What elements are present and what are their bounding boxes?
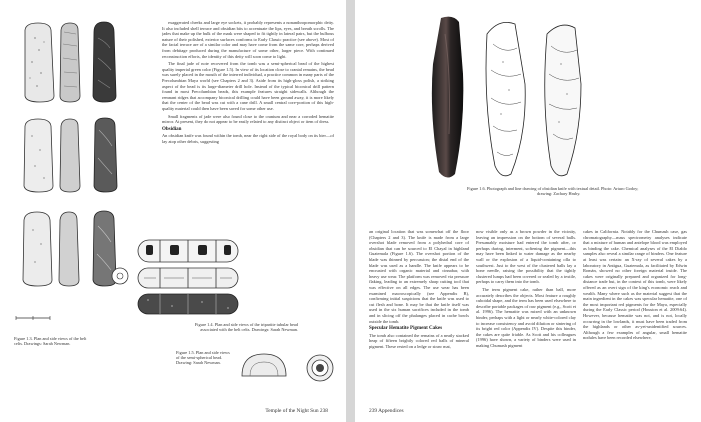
paragraph: The term pigment cake, rather than ball, more accurately describes the objects. Most feature a roughly cuboidal shape, and the term has been used elsewhere to describe portable packages of raw pigment (e.g., Scott et al. 1996). The hematite was mixed with an unknown binder, perhaps with a light or nearly white-colored clay to increase consistency and avoid dilution or sintering of its bright red color (Appendix IV). Despite this binder, the cakes are quite friable. As Scott and his colleagues (1996) have shown, a variety of binders were used in making Chumash pigment bbox=[476, 286, 576, 348]
paragraph: an original location that was somewhat off the floor (Chapters 2 and 3). The knife is made from a large overshot blade removed from a polyhedral core of obsidian that can be sourced to El Chayal in highland Guatemala (Figure 1.6). The overshot portion of the blade was thinned by percussion; the distal end of the blade was used as a handle. The knife appears to be encrusted with organic material and cinnabar, with heavy use wear. The platform was removed via pressure flaking, leading to an extremely sharp cutting tool that was effective on all edges. The use wear has been examined macroscopically (see Appendix B), confirming initial suspicions that the knife was used to cut flesh and bone. It may be that the knife itself was used in the six human sacrifices included in the tomb and in slicing off the phalanges placed in cache bowls outside the tomb. bbox=[369, 229, 469, 324]
book-gutter bbox=[346, 0, 355, 422]
paragraph: cakes in California. Notably for the Chumash case, gas chromatography—mass spectrometry analyses indicate that a mixture of human and antelope blood was employed as binding the cake. Chemical analyses of the El Diablo samples also reveal a similar range of binders. One feature at least was certain: an X-ray of several cakes by a laboratory in Antigua, Guatemala, as facilitated by Edwin Román, showed no other foreign material inside. The cakes were originally prepared and organized for long-distance trade but, in the context of this tomb, were likely offered as an overt sign of the king's economic reach and wealth. Many where such as the material suggest that the main ingredient in the cakes was specular hematite, one of the most important red pigments for the Maya, especially during the Early Classic period (Houston et al. 2009:64). However, because hematite was not, and is not, locally occurring in the lowlands, it must have been traded from the highlands or other as-yet-unidentified sources. Although a few examples of angular, small hematite nodules have been recorded elsewhere, bbox=[583, 229, 687, 341]
paragraph: The final jade of note recovered from the tomb was a semi-spherical bead of the highest quality imperial green color (Figure 1.5). In view of its location close to cranial remains, the bead was surely placed in the mouth of the interred individual, a practice common in many parts of the Precolumbian Maya world (see Chapters 2 and 3). Aside from its high-gloss polish, a striking aspect of the bead is its large-diameter drill hole. Instead of the typical biconical drill pattern found in most Precolumbian beads, this example features straight sidewalls. Although the remnant ridges that accompany biconical drilling could have been ground away, it is more likely that the center of the bead was cut with a cane drill. A small central core-portion of this high-quality material could then have been saved for some other use. bbox=[162, 61, 334, 111]
left-body-text bbox=[162, 20, 334, 226]
left-footer: Temple of the Night Sun 238 bbox=[265, 408, 328, 414]
right-page bbox=[355, 0, 701, 422]
figure-1-5-caption: Figure 1.5. Plan and side views of the semi-spherical bead. Drawing: Sarah Newman. bbox=[176, 350, 230, 366]
section-heading: Specular Hematite Pigment Cakes bbox=[369, 326, 443, 332]
right-footer: 239 Appendices bbox=[369, 408, 404, 414]
left-page bbox=[0, 0, 347, 422]
obsidian-knife-drawing bbox=[477, 14, 597, 184]
paragraph: exaggerated cheeks and large eye sockets, it probably represents a nonanthropomorphic deity. It also included shell terrace and obsidian bits to accentuate the lips, eyes, and breath scrolls. The jades that make up the bulk of the mask were shaped to fit tightly in lateral pairs, but the bulbous nature of their polished, exterior surfaces conforms to Early Classic practice (see above). Most of the facial terrace are of a similar color and may have come from the same core, perhaps derived from debitage produced during the manufacture of some other, larger piece. With continued reconstruction efforts, the identity of this deity will soon come to light. bbox=[162, 20, 334, 59]
right-column-3 bbox=[583, 229, 687, 401]
obsidian-knife-photo bbox=[419, 14, 479, 184]
paragraph: The tomb also contained the remains of a neatly stacked heap of fifteen brightly colored red balls of mineral pigment. These rested on a ledge or straw mat, bbox=[369, 332, 469, 349]
paragraph: now visible only as a brown powder in the vicinity, leaving an impression on the bottom of several balls. Presumably moisture had entered the tomb after, or perhaps during, interment, softening the pigment—this may have been linked to water damage as the nearby wall or the explosion of a liquid-containing olla to southwest. Just to the west of the clustered balls lay a bone needle, raising the possibility that the tightly clustered lumps had been covered or sealed by a textile, perhaps to carry them into the tomb. bbox=[476, 229, 576, 285]
figure-1-4-caption: Figure 1.4. Plan and side views of the tripartite tubular bead associated with the belt celts. Drawings: Sarah Newman. bbox=[194, 322, 298, 333]
right-column-2 bbox=[476, 229, 576, 401]
paragraph: An obsidian knife was found within the tomb, near the right side of the royal body on its bier—of lay atop other debris, suggesting bbox=[162, 133, 334, 144]
semi-spherical-bead-drawing bbox=[236, 348, 346, 388]
figure-1-3-caption: Figure 1.3. Plan and side views of the belt celts. Drawings: Sarah Newman. bbox=[14, 336, 87, 347]
section-heading: Obsidian bbox=[162, 126, 182, 132]
figure-1-6-caption: Figure 1.6. Photograph and line drawing of obsidian knife with textual detail. Photo: Arturo Godoy; drawing: Zachary Hruby. bbox=[467, 186, 639, 197]
right-column-1 bbox=[369, 229, 469, 401]
paragraph: Small fragments of jade were also found close to the cranium and near a corroded hematite mirror. At present, they do not appear to be easily related to any distinct object or item of dress. bbox=[162, 113, 334, 125]
